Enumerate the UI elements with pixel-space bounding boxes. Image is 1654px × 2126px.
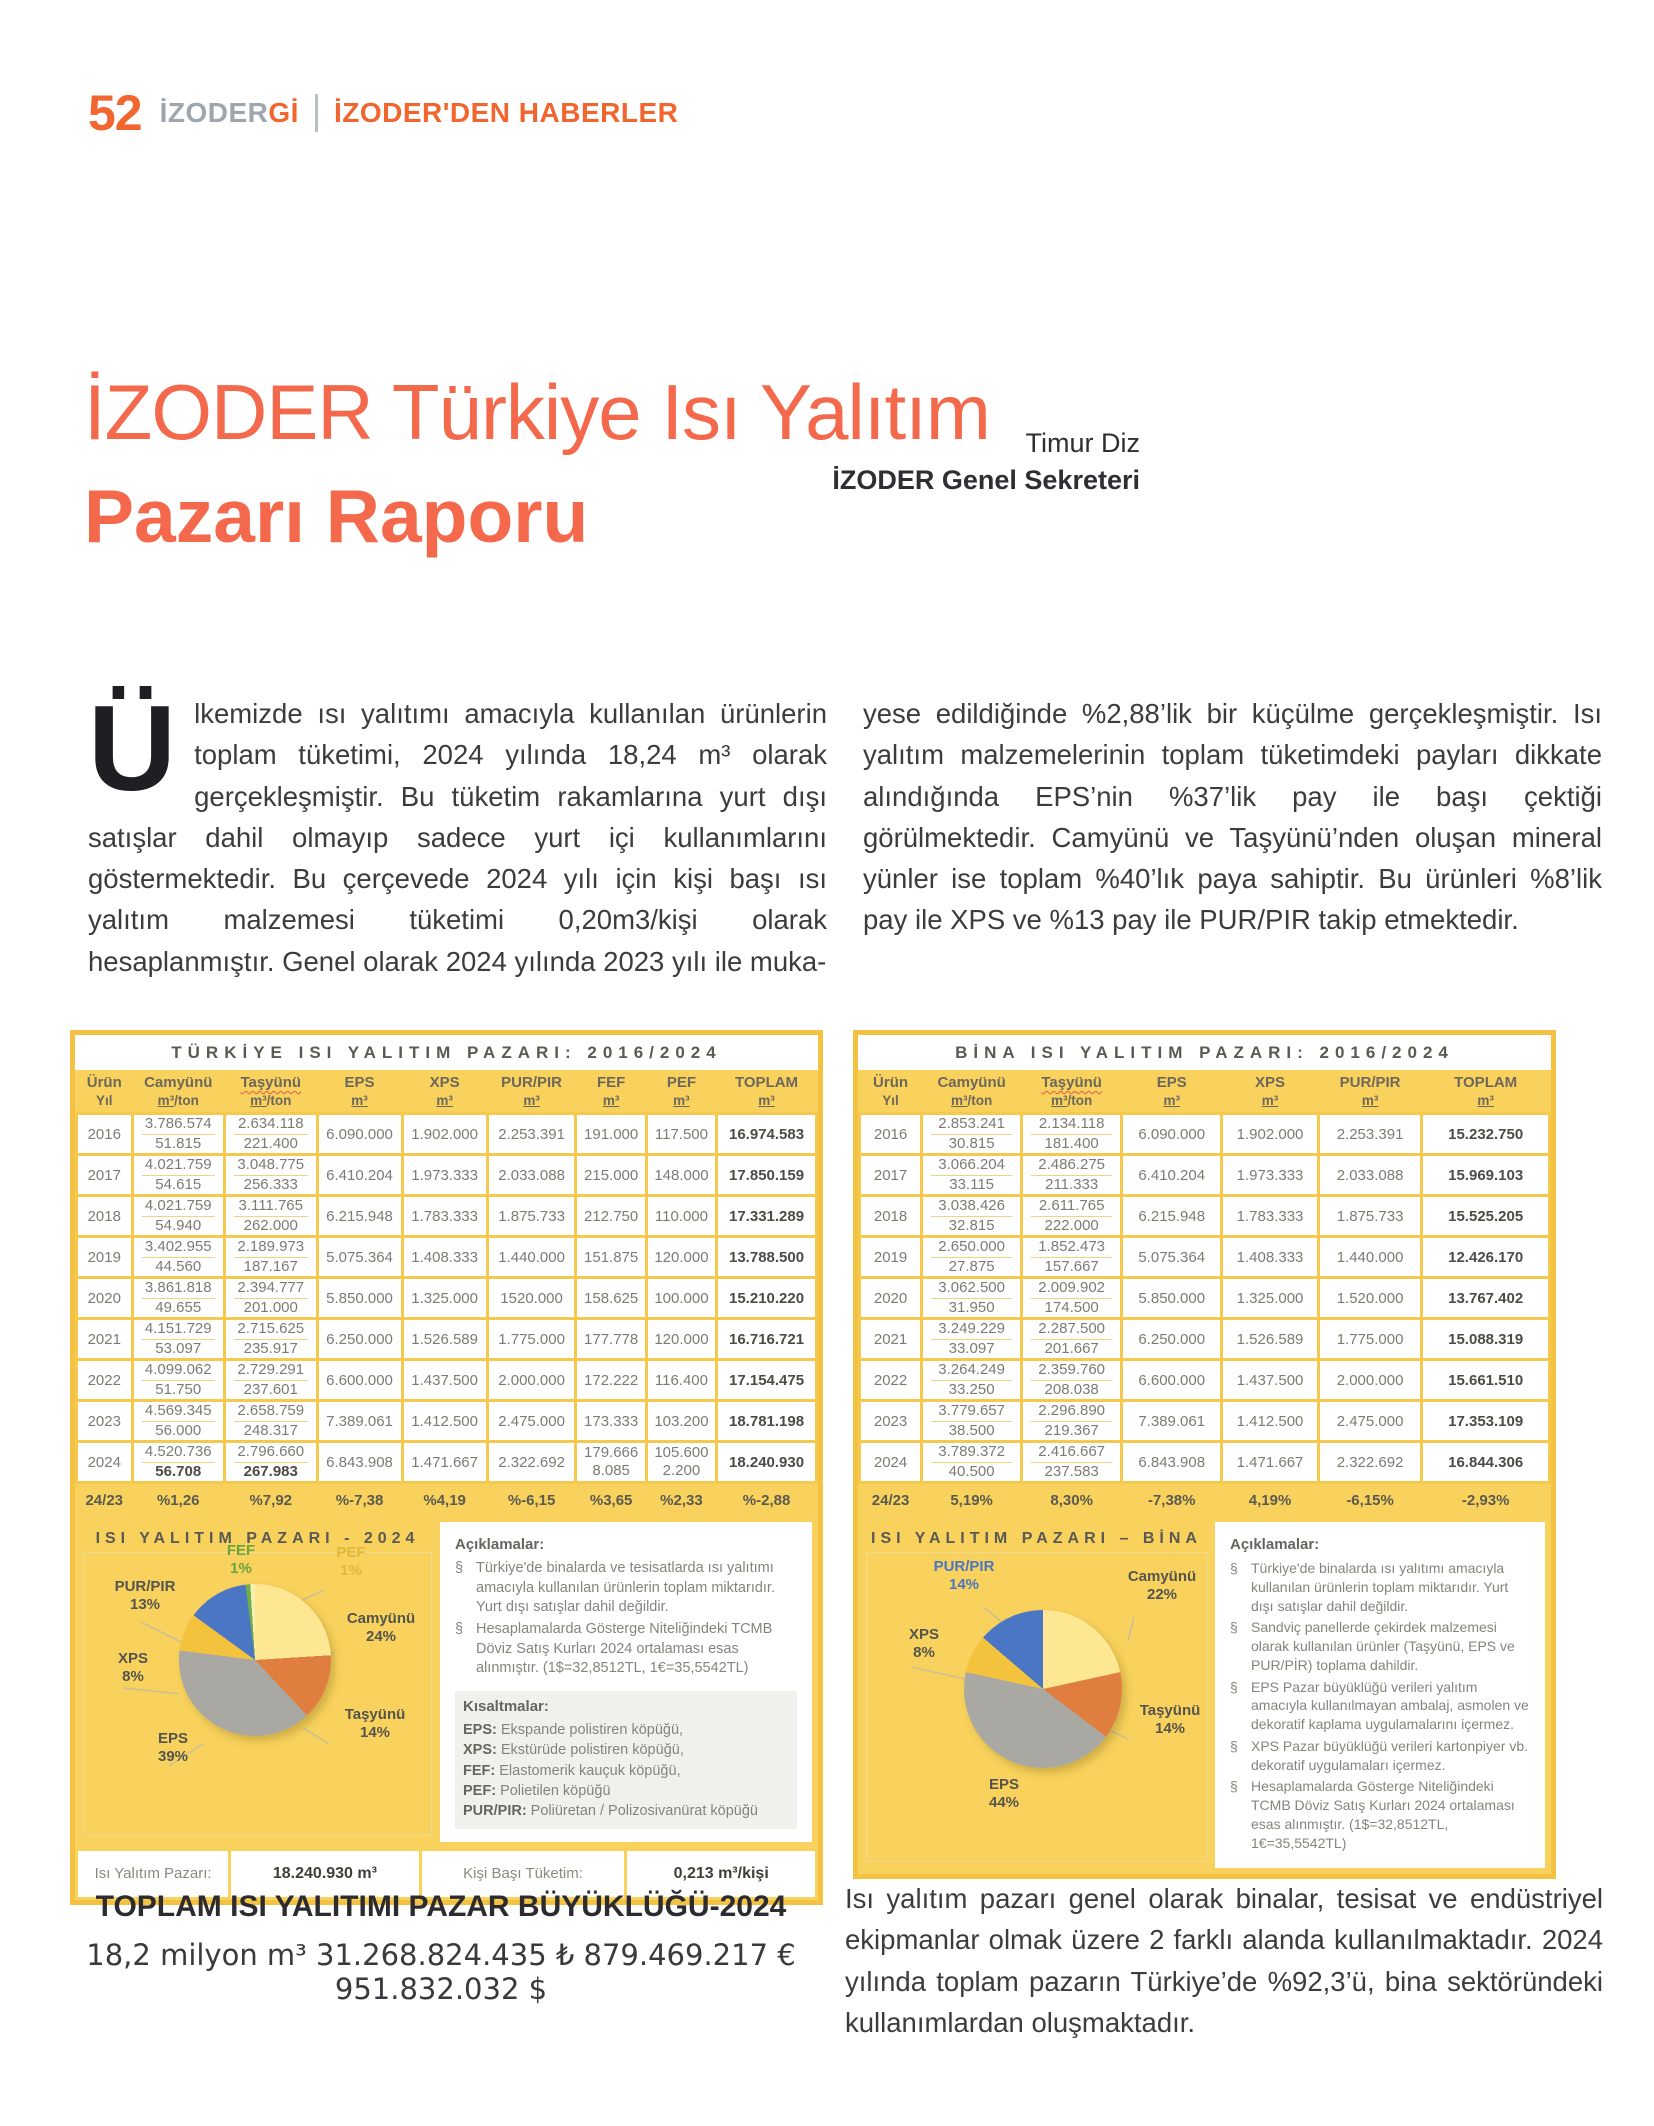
value-cell: 6.410.204 [1122, 1155, 1222, 1196]
value-cell: 6.410.204 [317, 1155, 402, 1196]
notes-list [455, 1559, 797, 1679]
summary-label: Kişi Başı Tüketim: [422, 1851, 625, 1897]
value-cell: 103.200 [646, 1401, 716, 1442]
author-block [640, 428, 1140, 496]
value-cell: 5.850.000 [1122, 1278, 1222, 1319]
ratio-cell: 5,19% [922, 1483, 1022, 1517]
value-cell: 2.853.241 30.815 [922, 1114, 1022, 1155]
value-cell: 15.969.103 [1422, 1155, 1550, 1196]
table-row [860, 1237, 1550, 1278]
ratio-cell: %2,33 [646, 1483, 716, 1517]
year-cell: 2023 [77, 1401, 133, 1442]
value-cell: 116.400 [646, 1360, 716, 1401]
value-cell: 1520.000 [487, 1278, 576, 1319]
table-row [77, 1114, 817, 1155]
ratio-cell: %-2,88 [717, 1483, 817, 1517]
year-cell: 2016 [860, 1114, 922, 1155]
value-cell: 1.408.333 [1222, 1237, 1319, 1278]
pie-label: Camyünü 22% [1127, 1568, 1197, 1603]
article-title-line2: Pazarı Raporu [84, 474, 589, 558]
value-cell: 3.249.229 33.097 [922, 1319, 1022, 1360]
value-cell: 6.215.948 [1122, 1196, 1222, 1237]
value-cell: 17.331.289 [717, 1196, 817, 1237]
value-cell: 4.021.759 54.940 [132, 1196, 225, 1237]
table-row [77, 1360, 817, 1401]
value-cell: 2.189.973 187.167 [225, 1237, 318, 1278]
year-cell: 2024 [860, 1442, 922, 1483]
table-row [77, 1278, 817, 1319]
value-cell: 4.021.759 54.615 [132, 1155, 225, 1196]
value-cell: 2.033.088 [1318, 1155, 1422, 1196]
value-cell: 3.789.372 40.500 [922, 1442, 1022, 1483]
notes-heading: Açıklamalar: [455, 1536, 545, 1553]
table-row [860, 1401, 1550, 1442]
note-item: § Türkiye'de binalarda ısı yalıtımı amacıyla kullanılan ürünlerin toplam miktarıdır. Yurt dışı satışlar dahil değildir. [1230, 1560, 1509, 1614]
value-cell: 3.786.574 51.815 [132, 1114, 225, 1155]
table-row [77, 1401, 817, 1442]
year-cell: 2019 [860, 1237, 922, 1278]
pie-label: XPS 8% [908, 1626, 939, 1661]
value-cell: 172.222 [576, 1360, 646, 1401]
turkey-market-box [70, 1030, 823, 1905]
value-cell: 5.075.364 [1122, 1237, 1222, 1278]
note-item: § Hesaplamalarda Gösterge Niteliğindeki TCMB Döviz Satış Kurları 2024 ortalaması esas alınmıştır. (1$=32,8512TL, 1€=35,5542TL) [455, 1621, 773, 1677]
value-cell: 12.426.170 [1422, 1237, 1550, 1278]
year-cell: 2020 [77, 1278, 133, 1319]
year-cell: 2018 [77, 1196, 133, 1237]
value-cell: 1.437.500 [402, 1360, 487, 1401]
value-cell: 105.600 2.200 [646, 1442, 716, 1483]
value-cell: 2.134.118 181.400 [1022, 1114, 1122, 1155]
bina-notes-card [1215, 1522, 1545, 1868]
body-columns [88, 680, 1602, 982]
turkey-lower-zone [75, 1516, 818, 1848]
ratio-cell: %3,65 [576, 1483, 646, 1517]
value-cell: 18.781.198 [717, 1401, 817, 1442]
author-role: İZODER Genel Sekreteri [832, 465, 1140, 495]
year-cell: 2024 [77, 1442, 133, 1483]
notes-heading: Açıklamalar: [1230, 1536, 1320, 1553]
body-column-left [88, 680, 827, 982]
magazine-logo [160, 97, 299, 129]
value-cell: 5.850.000 [317, 1278, 402, 1319]
value-cell: 1.875.733 [1318, 1196, 1422, 1237]
pie-label: EPS 44% [988, 1776, 1020, 1811]
value-cell: 3.402.955 44.560 [132, 1237, 225, 1278]
total-market-heading: TOPLAM ISI YALITIMI PAZAR BÜYÜKLÜĞÜ-2024 [95, 1890, 787, 1923]
table-row [860, 1278, 1550, 1319]
column-header: Taşyünü m³/ton [225, 1070, 318, 1114]
value-cell: 15.661.510 [1422, 1360, 1550, 1401]
value-cell: 4.569.345 56.000 [132, 1401, 225, 1442]
pie-bina [964, 1610, 1122, 1768]
value-cell: 3.048.775 256.333 [225, 1155, 318, 1196]
section-title: İZODER'DEN HABERLER [333, 97, 679, 128]
value-cell: 3.066.204 33.115 [922, 1155, 1022, 1196]
value-cell: 6.843.908 [317, 1442, 402, 1483]
value-cell: 2.033.088 [487, 1155, 576, 1196]
abbreviations-block [455, 1691, 797, 1829]
body-text-right: yese edildiğinde %2,88’lik bir küçülme gerçekleşmiştir. Isı yalıtım malzemelerinin toplam tüketimdeki payları dikkate alındığında EPS’nin %37’lik pay ile başı çektiği görülmektedir. Camyünü ve Taşyünü’nden oluşan mineral yünler ise toplam %40’lık paya sahiptir. Bu ürünleri %8’lik pay ile XPS ve %13 pay ile PUR/PIR takip etmektedir. [863, 698, 1602, 936]
year-cell: 2018 [860, 1196, 922, 1237]
bina-market-table [858, 1070, 1551, 1516]
abbreviation-item: EPS: Ekspande polistiren köpüğü, [463, 1721, 684, 1738]
value-cell: 1.973.333 [402, 1155, 487, 1196]
value-cell: 1.852.473 157.667 [1022, 1237, 1122, 1278]
value-cell: 100.000 [646, 1278, 716, 1319]
value-cell: 2.475.000 [1318, 1401, 1422, 1442]
note-item: § Hesaplamalarda Gösterge Niteliğindeki TCMB Döviz Satış Kurları 2024 ortalaması esas alınmıştır. (1$=32,8512TL, 1€=35,5542TL) [1230, 1778, 1515, 1851]
abbreviation-item: FEF: Elastomerik kauçuk köpüğü, [463, 1762, 681, 1779]
value-cell: 179.666 8.085 [576, 1442, 646, 1483]
value-cell: 151.875 [576, 1237, 646, 1278]
pie-label: XPS 8% [117, 1650, 148, 1685]
value-cell: 2.359.760 208.038 [1022, 1360, 1122, 1401]
table-row [860, 1442, 1550, 1483]
column-header: XPS m³ [402, 1070, 487, 1114]
column-header: Camyünü m³/ton [922, 1070, 1022, 1114]
value-cell: 215.000 [576, 1155, 646, 1196]
year-cell: 2023 [860, 1401, 922, 1442]
value-cell: 1.526.589 [1222, 1319, 1319, 1360]
body-text-left: lkemizde ısı yalıtımı amacıyla kullanılan ürünlerin toplam tüketimi, 2024 yılında 18,24 m³ olarak gerçekleşmiştir. Bu tüketim rakamlarına yurt dışı satışlar dahil olmayıp sadece yurt içi kullanımlarını göstermektedir. Bu çerçevede 2024 yılı için kişi başı ısı yalıtım malzemesi tüketimi 0,20m3/kişi olarak hesaplanmıştır. Genel olarak 2024 yılında 2023 yılı ile muka- [88, 698, 827, 977]
value-cell: 2.715.625 235.917 [225, 1319, 318, 1360]
note-item: § EPS Pazar büyüklüğü verileri yalıtım amacıyla kullanılmayan ambalaj, asmolen ve dekoratif kaplama uygulamalarını içermez. [1230, 1678, 1529, 1733]
value-cell: 2.729.291 237.601 [225, 1360, 318, 1401]
table-row [860, 1114, 1550, 1155]
value-cell: 15.210.220 [717, 1278, 817, 1319]
column-header: TOPLAM m³ [717, 1070, 817, 1114]
abbreviation-item: PUR/PIR: Poliüretan / Polizosivanürat köpüğü [463, 1803, 758, 1820]
pie-label: PEF 1% [336, 1544, 366, 1579]
value-cell: 3.111.765 262.000 [225, 1196, 318, 1237]
pie-chart-2024 [81, 1522, 434, 1842]
value-cell: 3.779.657 38.500 [922, 1401, 1022, 1442]
table-row [860, 1196, 1550, 1237]
body-column-right [863, 693, 1602, 982]
value-cell: 2.475.000 [487, 1401, 576, 1442]
note-item: § Sandviç panellerde çekirdek malzemesi olarak kullanılan ürünler (Taşyünü, EPS ve PUR/PİR) toplama dahildir. [1230, 1619, 1515, 1673]
ratio-cell: -2,93% [1422, 1483, 1550, 1517]
value-cell: 2.000.000 [1318, 1360, 1422, 1401]
year-cell: 2021 [77, 1319, 133, 1360]
year-cell: 2021 [860, 1319, 922, 1360]
column-header: XPS m³ [1222, 1070, 1319, 1114]
value-cell: 15.525.205 [1422, 1196, 1550, 1237]
page-header [88, 84, 678, 142]
value-cell: 6.215.948 [317, 1196, 402, 1237]
value-cell: 120.000 [646, 1237, 716, 1278]
value-cell: 177.778 [576, 1319, 646, 1360]
column-header: EPS m³ [1122, 1070, 1222, 1114]
value-cell: 3.264.249 33.250 [922, 1360, 1022, 1401]
bina-lower-zone [858, 1516, 1551, 1874]
ratio-row [860, 1483, 1550, 1517]
pie-label: Camyünü 24% [346, 1610, 416, 1645]
value-cell: 2.650.000 27.875 [922, 1237, 1022, 1278]
column-header: PUR/PIR m³ [487, 1070, 576, 1114]
abbreviation-item: XPS: Ekstürüde polistiren köpüğü, [463, 1742, 684, 1759]
note-item: § Türkiye'de binalarda ve tesisatlarda ısı yalıtımı amacıyla kullanılan ürünlerin toplam miktarıdır. Yurt dışı satışlar dahil değildir. [455, 1560, 775, 1615]
ratio-cell: 24/23 [860, 1483, 922, 1517]
value-cell: 1.412.500 [1222, 1401, 1319, 1442]
pie-label: FEF 1% [226, 1542, 256, 1577]
bina-table-title: BİNA ISI YALITIM PAZARI: 2016/2024 [858, 1035, 1551, 1070]
drop-cap: Ü [88, 680, 177, 816]
value-cell: 1.520.000 [1318, 1278, 1422, 1319]
pie-label: PUR/PIR 14% [933, 1558, 995, 1593]
value-cell: 6.600.000 [317, 1360, 402, 1401]
table-row [77, 1155, 817, 1196]
value-cell: 1.471.667 [1222, 1442, 1319, 1483]
value-cell: 158.625 [576, 1278, 646, 1319]
value-cell: 6.090.000 [1122, 1114, 1222, 1155]
ratio-row [77, 1483, 817, 1517]
abbreviations-heading: Kısaltmalar: [463, 1697, 549, 1715]
value-cell: 117.500 [646, 1114, 716, 1155]
author-name: Timur Diz [1025, 428, 1140, 458]
value-cell: 4.151.729 53.097 [132, 1319, 225, 1360]
pie-label: Taşyünü 14% [1139, 1702, 1201, 1737]
value-cell: 15.232.750 [1422, 1114, 1550, 1155]
summary-value: 0,213 m³/kişi [627, 1851, 815, 1897]
magazine-logo-gray: İZODER [159, 97, 269, 128]
year-cell: 2017 [860, 1155, 922, 1196]
ratio-cell: 4,19% [1222, 1483, 1319, 1517]
notes-list [1230, 1559, 1530, 1852]
magazine-logo-orange: Gİ [268, 97, 299, 128]
ratio-cell: -7,38% [1122, 1483, 1222, 1517]
value-cell: 2.394.777 201.000 [225, 1278, 318, 1319]
closing-paragraph: Isı yalıtım pazarı genel olarak binalar, tesisat ve endüstriyel ekipmanlar olmak üzere 2 farklı alanda kullanılmaktadır. 2024 yılında toplam pazarın Türkiye’de %92,3’ü, bina sektöründeki kullanımlardan oluşmaktadır. [845, 1883, 1603, 2038]
pie-label: Taşyünü 14% [344, 1706, 406, 1741]
summary-label: Isı Yalıtım Pazarı: [78, 1851, 228, 1897]
table-row [77, 1237, 817, 1278]
note-item: § XPS Pazar büyüklüğü verileri kartonpiyer vb. dekoratif uygulamaları içermez. [1230, 1737, 1529, 1773]
value-cell: 1.437.500 [1222, 1360, 1319, 1401]
value-cell: 5.075.364 [317, 1237, 402, 1278]
value-cell: 6.843.908 [1122, 1442, 1222, 1483]
year-cell: 2020 [860, 1278, 922, 1319]
ratio-cell: %-7,38 [317, 1483, 402, 1517]
value-cell: 4.520.736 56.708 [132, 1442, 225, 1483]
year-cell: 2016 [77, 1114, 133, 1155]
value-cell: 148.000 [646, 1155, 716, 1196]
value-cell: 15.088.319 [1422, 1319, 1550, 1360]
summary-value: 18.240.930 m³ [231, 1851, 419, 1897]
value-cell: 17.154.475 [717, 1360, 817, 1401]
pie-chart-bina [864, 1522, 1209, 1868]
value-cell: 7.389.061 [317, 1401, 402, 1442]
value-cell: 2.009.902 174.500 [1022, 1278, 1122, 1319]
value-cell: 3.038.426 32.815 [922, 1196, 1022, 1237]
value-cell: 110.000 [646, 1196, 716, 1237]
value-cell: 1.875.733 [487, 1196, 576, 1237]
value-cell: 1.902.000 [402, 1114, 487, 1155]
column-header: PUR/PIR m³ [1318, 1070, 1422, 1114]
column-header: Taşyünü m³/ton [1022, 1070, 1122, 1114]
header-divider [315, 94, 318, 132]
value-cell: 13.788.500 [717, 1237, 817, 1278]
turkey-table-title: TÜRKİYE ISI YALITIM PAZARI: 2016/2024 [75, 1035, 818, 1070]
value-cell: 2.296.890 219.367 [1022, 1401, 1122, 1442]
value-cell: 4.099.062 51.750 [132, 1360, 225, 1401]
year-cell: 2019 [77, 1237, 133, 1278]
ratio-cell: %1,26 [132, 1483, 225, 1517]
value-cell: 6.600.000 [1122, 1360, 1222, 1401]
value-cell: 1.440.000 [487, 1237, 576, 1278]
value-cell: 6.090.000 [317, 1114, 402, 1155]
turkey-notes-card [440, 1522, 812, 1842]
year-cell: 2017 [77, 1155, 133, 1196]
value-cell: 1.902.000 [1222, 1114, 1319, 1155]
column-header: EPS m³ [317, 1070, 402, 1114]
pie-label: EPS 39% [157, 1730, 189, 1765]
ratio-cell: -6,15% [1318, 1483, 1422, 1517]
ratio-cell: %4,19 [402, 1483, 487, 1517]
value-cell: 2.634.118 221.400 [225, 1114, 318, 1155]
pie-title-2024: ISI YALITIM PAZARI - 2024 [95, 1530, 420, 1547]
value-cell: 212.750 [576, 1196, 646, 1237]
value-cell: 2.287.500 201.667 [1022, 1319, 1122, 1360]
value-cell: 16.844.306 [1422, 1442, 1550, 1483]
ratio-cell: %-6,15 [487, 1483, 576, 1517]
value-cell: 1.775.000 [1318, 1319, 1422, 1360]
value-cell: 2.322.692 [1318, 1442, 1422, 1483]
bina-market-box [853, 1030, 1556, 1879]
value-cell: 1.325.000 [1222, 1278, 1319, 1319]
value-cell: 6.250.000 [1122, 1319, 1222, 1360]
column-header: Ürün Yıl [77, 1070, 133, 1114]
value-cell: 2.322.692 [487, 1442, 576, 1483]
pie-title-bina: ISI YALITIM PAZARI – BİNA [871, 1530, 1202, 1547]
value-cell: 2.253.391 [487, 1114, 576, 1155]
value-cell: 13.767.402 [1422, 1278, 1550, 1319]
ratio-cell: 8,30% [1022, 1483, 1122, 1517]
value-cell: 3.062.500 31.950 [922, 1278, 1022, 1319]
value-cell: 1.526.589 [402, 1319, 487, 1360]
value-cell: 1.471.667 [402, 1442, 487, 1483]
value-cell: 2.796.660 267.983 [225, 1442, 318, 1483]
page-number: 52 [88, 85, 142, 141]
value-cell: 2.611.765 222.000 [1022, 1196, 1122, 1237]
table-row [77, 1319, 817, 1360]
table-row [77, 1196, 817, 1237]
value-cell: 7.389.061 [1122, 1401, 1222, 1442]
value-cell: 16.716.721 [717, 1319, 817, 1360]
abbreviations-list [463, 1721, 789, 1822]
value-cell: 1.783.333 [1222, 1196, 1319, 1237]
value-cell: 1.412.500 [402, 1401, 487, 1442]
year-cell: 2022 [77, 1360, 133, 1401]
total-market-size-block [60, 1890, 822, 2006]
value-cell: 2.486.275 211.333 [1022, 1155, 1122, 1196]
value-cell: 2.416.667 237.583 [1022, 1442, 1122, 1483]
value-cell: 173.333 [576, 1401, 646, 1442]
column-header: Camyünü m³/ton [132, 1070, 225, 1114]
year-cell: 2022 [860, 1360, 922, 1401]
table-row [860, 1155, 1550, 1196]
article-title-line1: İZODER Türkiye Isı Yalıtım [84, 368, 990, 456]
value-cell: 1.973.333 [1222, 1155, 1319, 1196]
table-row [860, 1360, 1550, 1401]
value-cell: 16.974.583 [717, 1114, 817, 1155]
value-cell: 6.250.000 [317, 1319, 402, 1360]
value-cell: 1.325.000 [402, 1278, 487, 1319]
value-cell: 1.783.333 [402, 1196, 487, 1237]
table-row [860, 1319, 1550, 1360]
value-cell: 18.240.930 [717, 1442, 817, 1483]
value-cell: 3.861.818 49.655 [132, 1278, 225, 1319]
value-cell: 2.658.759 248.317 [225, 1401, 318, 1442]
value-cell: 120.000 [646, 1319, 716, 1360]
abbreviation-item: PEF: Polietilen köpüğü [463, 1782, 611, 1799]
pie-label: PUR/PIR 13% [114, 1578, 176, 1613]
value-cell: 2.000.000 [487, 1360, 576, 1401]
column-header: TOPLAM m³ [1422, 1070, 1550, 1114]
turkey-market-table [75, 1070, 818, 1516]
column-header: PEF m³ [646, 1070, 716, 1114]
ratio-cell: 24/23 [77, 1483, 133, 1517]
total-market-values: 18,2 milyon m³ 31.268.824.435 ₺ 879.469.217 € 951.832.032 $ [86, 1938, 796, 2006]
ratio-cell: %7,92 [225, 1483, 318, 1517]
column-header: Ürün Yıl [860, 1070, 922, 1114]
value-cell: 17.850.159 [717, 1155, 817, 1196]
table-row [77, 1442, 817, 1483]
value-cell: 1.408.333 [402, 1237, 487, 1278]
column-header: FEF m³ [576, 1070, 646, 1114]
pie-2024 [179, 1584, 331, 1736]
value-cell: 1.775.000 [487, 1319, 576, 1360]
value-cell: 2.253.391 [1318, 1114, 1422, 1155]
value-cell: 17.353.109 [1422, 1401, 1550, 1442]
value-cell: 1.440.000 [1318, 1237, 1422, 1278]
value-cell: 191.000 [576, 1114, 646, 1155]
